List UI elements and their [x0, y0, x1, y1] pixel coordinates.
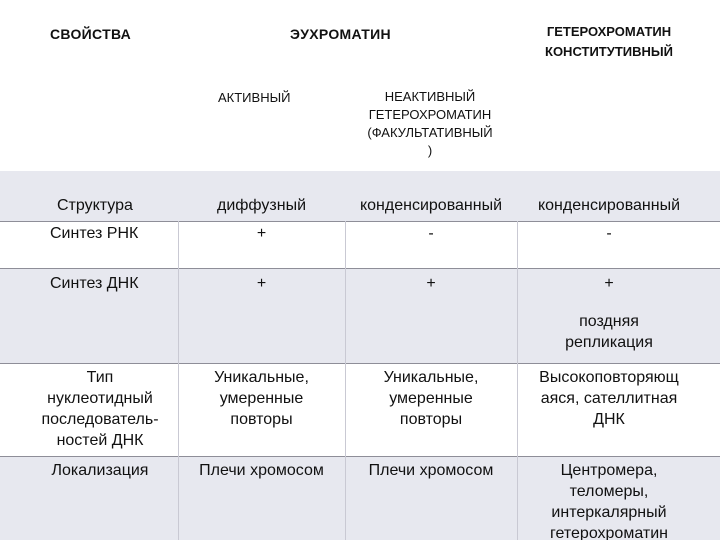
header-euchromatin: ЭУХРОМАТИН [290, 26, 391, 42]
cell-text: умеренные [389, 390, 473, 407]
cell-text [520, 294, 698, 311]
cell-text: Плечи хромосом [199, 462, 324, 479]
cell-text: теломеры, [569, 483, 649, 500]
cell-property-structure [57, 195, 133, 216]
cell-text: последователь- [41, 411, 159, 428]
header-constitutive-line2: КОНСТИТУТИВНЫЙ [545, 44, 673, 59]
cell-active-localization [180, 460, 343, 481]
cell-text: ностей ДНК [56, 432, 144, 449]
cell-text: конденсированный [537, 197, 681, 214]
subheader-facultative-line: ГЕТЕРОХРОМАТИН [368, 107, 492, 122]
cell-property-rna-synthesis [50, 223, 138, 244]
cell-text: Уникальные, [383, 369, 479, 386]
cell-text: - [606, 225, 612, 242]
cell-text: репликация [565, 334, 653, 351]
cell-facultative-rna-synthesis [345, 223, 517, 244]
row-divider [0, 363, 720, 364]
cell-active-rna-synthesis [180, 223, 343, 244]
subheader-facultative [345, 88, 515, 160]
cell-text: интеркалярный [551, 504, 667, 521]
cell-text: гетерохроматин [550, 525, 668, 540]
cell-text: аяся, сателлитная [540, 390, 678, 407]
cell-active-dna-synthesis [180, 273, 343, 294]
cell-text: Высокоповторяющ [539, 369, 679, 386]
cell-constitutive-dna-synthesis [520, 273, 698, 353]
cell-constitutive-localization [520, 460, 698, 540]
cell-property-sequence-type [22, 367, 178, 451]
cell-facultative-sequence-type [345, 367, 517, 430]
cell-facultative-localization [345, 460, 517, 481]
cell-text: Синтез ДНК [50, 275, 139, 292]
cell-property-dna-synthesis [50, 273, 139, 294]
header-constitutive-line1: ГЕТЕРОХРОМАТИН [546, 24, 672, 39]
cell-text: + [604, 275, 614, 292]
cell-text: повторы [230, 411, 293, 428]
subheader-facultative-line: ) [427, 143, 433, 158]
column-divider [178, 221, 179, 540]
cell-text: + [256, 275, 267, 292]
cell-text: конденсированный [359, 197, 503, 214]
cell-text: поздняя [579, 313, 639, 330]
cell-text: + [256, 225, 267, 242]
header-properties: СВОЙСТВА [50, 26, 132, 42]
cell-text: + [426, 275, 436, 292]
cell-constitutive-structure [520, 195, 698, 216]
cell-property-localization [22, 460, 178, 481]
cell-text: ДНК [593, 411, 625, 428]
cell-text: - [428, 225, 434, 242]
cell-text: умеренные [219, 390, 304, 407]
cell-facultative-dna-synthesis [345, 273, 517, 294]
cell-text: Уникальные, [214, 369, 309, 386]
header-constitutive-heterochromatin [520, 22, 698, 62]
cell-text: Локализация [51, 462, 149, 479]
cell-constitutive-rna-synthesis [520, 223, 698, 244]
subheader-facultative-line: НЕАКТИВНЫЙ [384, 89, 476, 104]
cell-text: диффузный [216, 197, 307, 214]
row-divider [0, 221, 720, 222]
cell-text: Структура [57, 197, 133, 214]
subheader-active: АКТИВНЫЙ [218, 90, 291, 105]
cell-text: Синтез РНК [50, 225, 139, 242]
cell-constitutive-sequence-type [520, 367, 698, 430]
cell-active-sequence-type [180, 367, 343, 430]
row-divider [0, 268, 720, 269]
cell-text: повторы [399, 411, 463, 428]
cell-active-structure [180, 195, 343, 216]
subheader-facultative-line: (ФАКУЛЬТАТИВНЫЙ [367, 125, 493, 140]
cell-text: Тип [86, 369, 114, 386]
row-divider [0, 456, 720, 457]
cell-facultative-structure [345, 195, 517, 216]
cell-text: Центромера, [560, 462, 658, 479]
column-divider [517, 221, 518, 540]
cell-text: Плечи хромосом [368, 462, 494, 479]
cell-text: нуклеотидный [47, 390, 153, 407]
